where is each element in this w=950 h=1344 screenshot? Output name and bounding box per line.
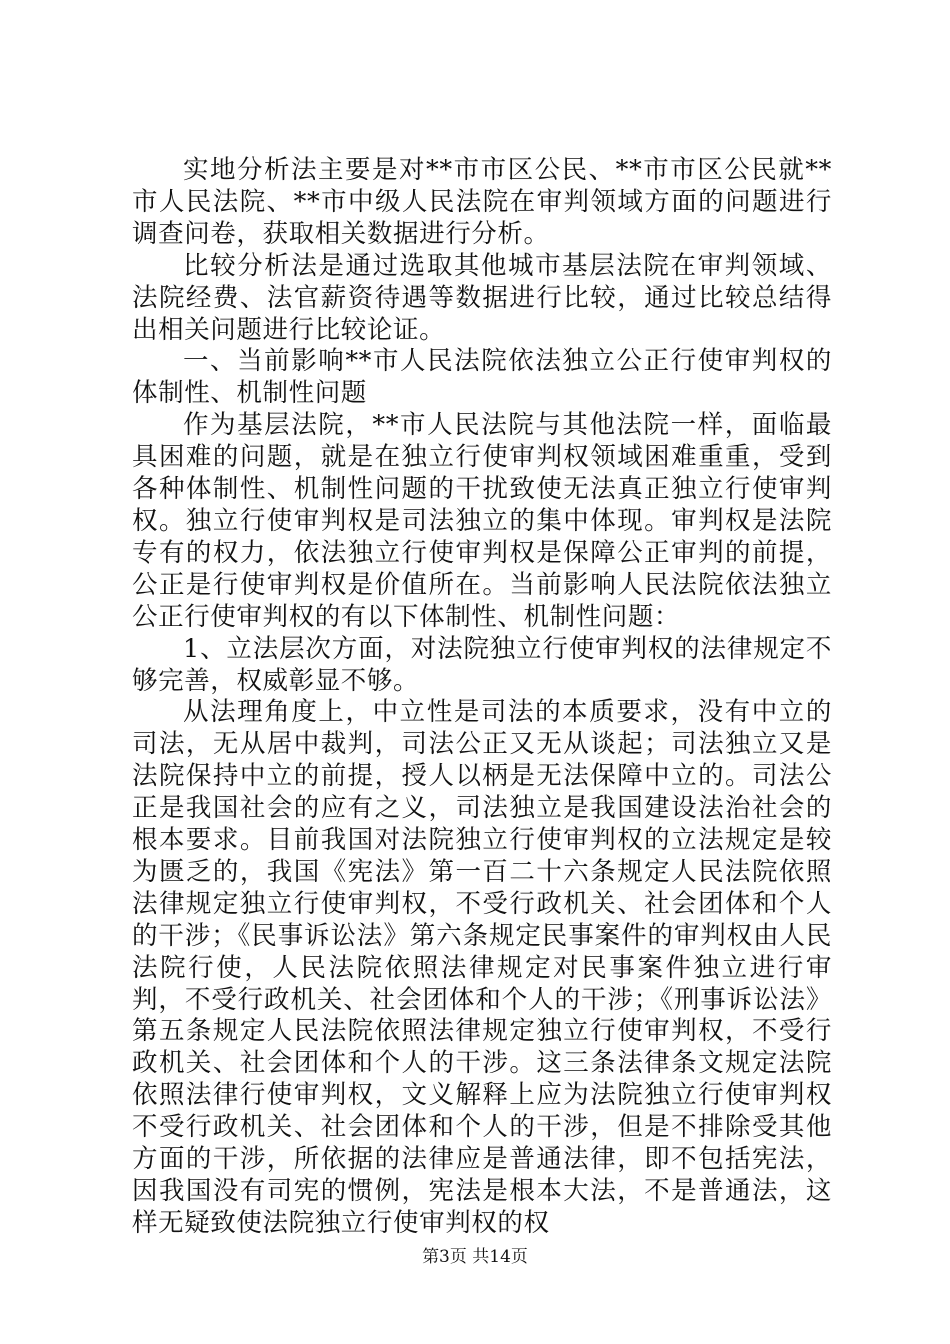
paragraph-comparative-analysis: 比较分析法是通过选取其他城市基层法院在审判领域、法院经费、法官薪资待遇等数据进行比较，通过比较总结得出相关问题进行比较论证。 [132,250,832,345]
section-heading-1: 一、当前影响**市人民法院依法独立公正行使审判权的体制性、机制性问题 [132,346,832,409]
page-number: 第3页 共14页 [422,1247,528,1267]
paragraph-field-analysis: 实地分析法主要是对**市市区公民、**市市区公民就**市人民法院、**市中级人民法院在审判领域方面的问题进行调查问卷，获取相关数据进行分析。 [132,155,832,249]
document-body [132,155,832,1240]
subheading-legislation: 1、立法层次方面，对法院独立行使审判权的法律规定不够完善，权威彰显不够。 [132,633,832,696]
paragraph-jurisprudence: 从法理角度上，中立性是司法的本质要求，没有中立的司法，无从居中裁判，司法公正又无从谈起；司法独立又是法院保持中立的前提，授人以柄是无法保障中立的。司法公正是我国社会的应有之义，司法独立是我国建设法治社会的根本要求。目前我国对法院独立行使审判权的立法规定是较为匮乏的，我国《宪法》第一百二十六条规定人民法院依照法律规定独立行使审判权，不受行政机关、社会团体和个人的干涉；《民事诉讼法》第六条规定民事案件的审判权由人民法院行使，人民法院依照法律规定对民事案件独立进行审判，不受行政机关、社会团体和个人的干涉；《刑事诉讼法》第五条规定人民法院依照法律规定独立行使审判权，不受行政机关、社会团体和个人的干涉。这三条法律条文规定法院依照法律行使审判权，文义解释上应为法院独立行使审判权不受行政机关、社会团体和个人的干涉，但是不排除受其他方面的干涉，所依据的法律应是普通法律，即不包括宪法，因我国没有司宪的惯例，宪法是根本大法，不是普通法，这样无疑致使法院独立行使审判权的权 [132,697,832,1238]
paragraph-basic-court: 作为基层法院，**市人民法院与其他法院一样，面临最具困难的问题，就是在独立行使审判权领域困难重重，受到各种体制性、机制性问题的干扰致使无法真正独立行使审判权。独立行使审判权是司法独立的集中体现。审判权是法院专有的权力，依法独立行使审判权是保障公正审判的前提，公正是行使审判权是价值所在。当前影响人民法院依法独立公正行使审判权的有以下体制性、机制性问题： [132,410,832,632]
